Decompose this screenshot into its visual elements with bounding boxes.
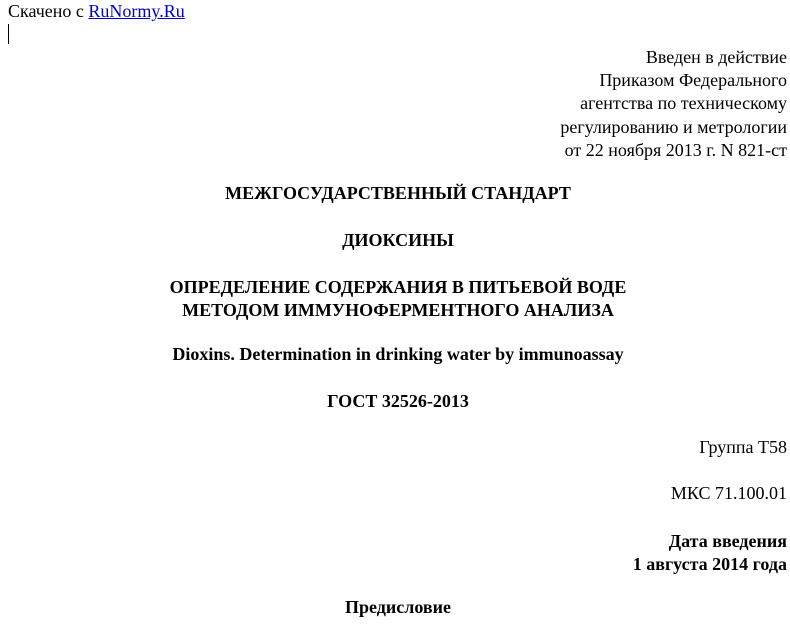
approval-line: агентства по техническому (580, 93, 787, 114)
method-title (0, 276, 790, 322)
approval-line: Приказом Федерального (599, 70, 787, 91)
intro-date-label: Дата введения (668, 531, 787, 551)
text-cursor (8, 24, 9, 44)
source-prefix: Скачено с (8, 1, 89, 21)
intro-date-value: 1 августа 2014 года (632, 554, 787, 574)
gost-number: ГОСТ 32526-2013 (327, 391, 469, 411)
group-code: Группа Т58 (699, 437, 787, 457)
approval-line: регулированию и метрологии (560, 116, 787, 137)
mks-code: МКС 71.100.01 (670, 483, 787, 503)
approval-block (560, 46, 787, 162)
source-line (8, 1, 185, 22)
intro-date (633, 530, 787, 576)
runormy-link[interactable]: RuNormy.Ru (88, 1, 185, 21)
foreword-heading: Предисловие (345, 597, 451, 617)
standard-subject: ДИОКСИНЫ (342, 230, 454, 250)
approval-line: от 22 ноября 2013 г. N 821-ст (564, 139, 787, 160)
method-title-line1: ОПРЕДЕЛЕНИЕ СОДЕРЖАНИЯ В ПИТЬЕВОЙ ВОДЕ (169, 277, 627, 297)
interstate-standard-heading: МЕЖГОСУДАРСТВЕННЫЙ СТАНДАРТ (225, 183, 571, 203)
english-title: Dioxins. Determination in drinking water by immunoassay (172, 344, 624, 364)
method-title-line2: МЕТОДОМ ИММУНОФЕРМЕНТНОГО АНАЛИЗА (182, 300, 614, 320)
approval-line: Введен в действие (645, 47, 787, 67)
